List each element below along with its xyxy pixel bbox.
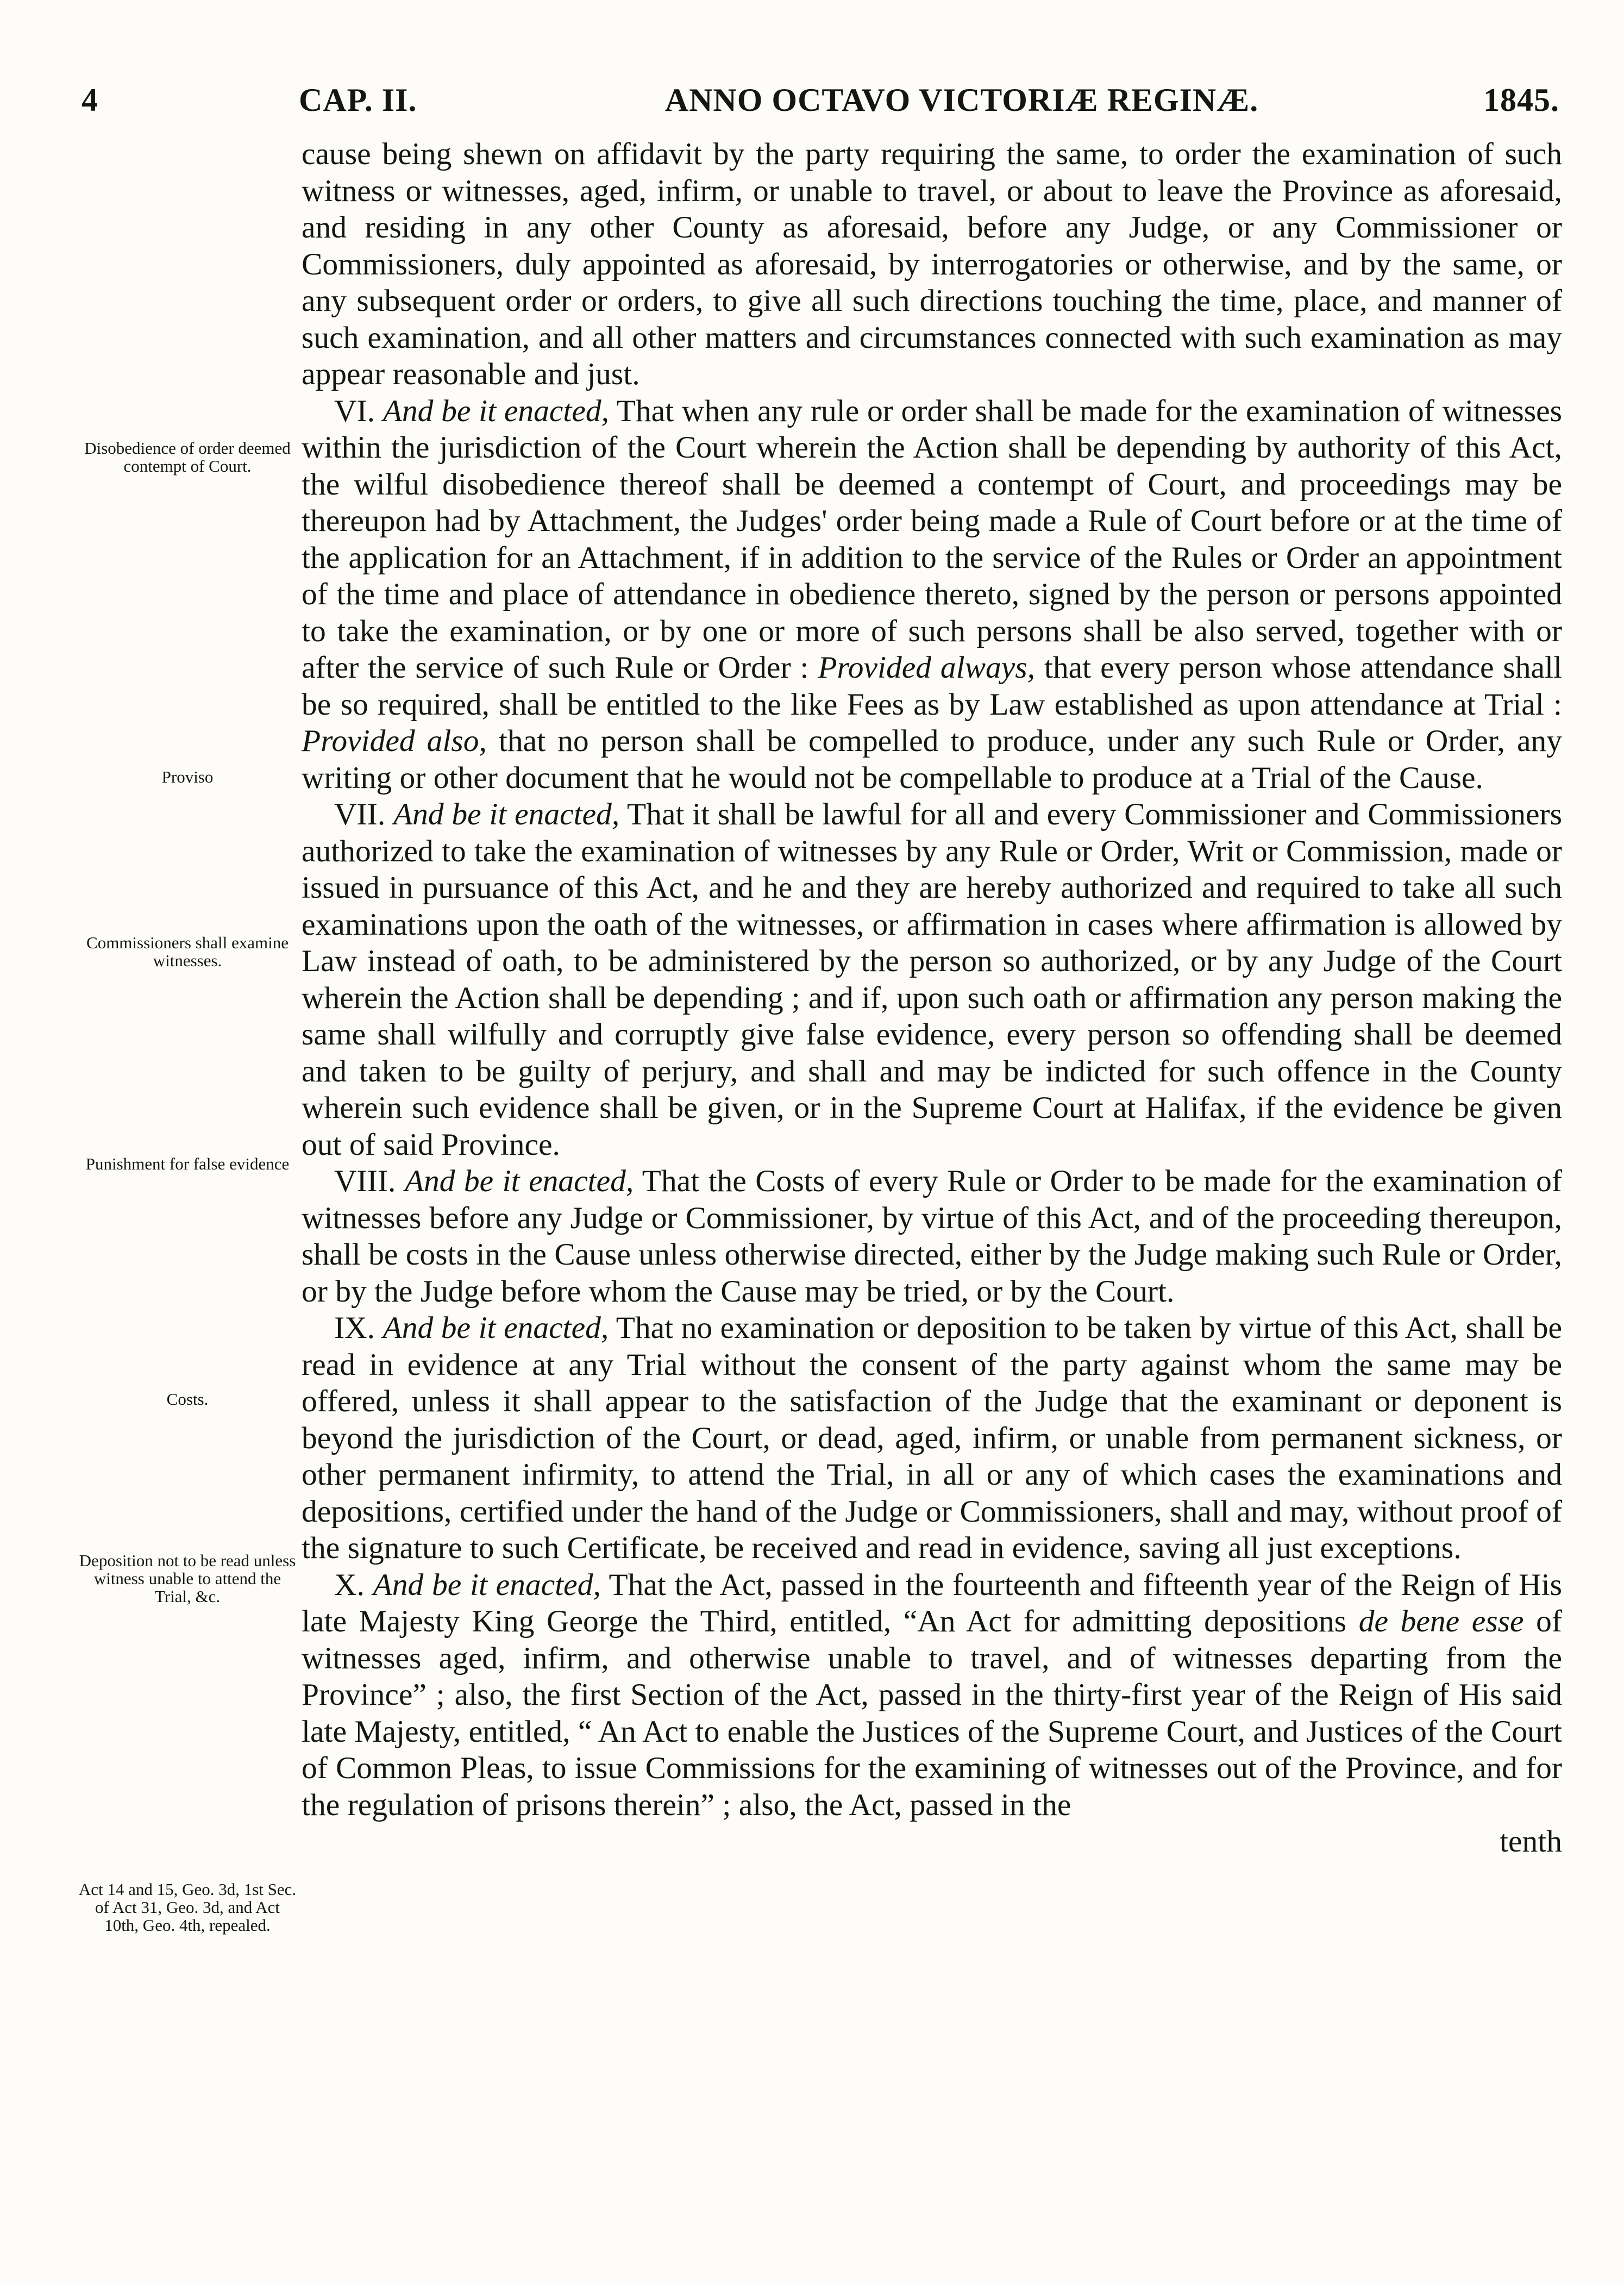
section-text: That the Costs of every Rule or Order to be made for the examination of witnesses before any Judge or Commissioner, by virtue of this Act, and of the proceeding thereupon, shall be costs in the Cause unless otherwise directed, either by the Judge making such Rule or Order, or by the Judge before whom the Cause may be tried, or by the Court. <box>302 1164 1563 1309</box>
section-6 <box>302 393 1562 797</box>
header-year: 1845. <box>1483 82 1559 118</box>
continued-paragraph: cause being shewn on affidavit by the party requiring the same, to order the examination of such witness or witnesses, aged, infirm, or unable to travel, or about to leave the Province as aforesaid, and residing in any other County as aforesaid, before any Judge, or any Commissioner or Commissioners, duly appointed as aforesaid, by interrogatories or otherwise, and by the same, or any subsequent order or orders, to give all such directions touching the time, place, and manner of such examination, and all other matters and circumstances connected with such examination as may appear reasonable and just. <box>302 137 1562 391</box>
section-number: VII. <box>334 797 386 831</box>
proviso-clause: Provided also, <box>302 724 487 758</box>
chapter-label: CAP. II. <box>299 82 417 118</box>
enacting-clause: And be it enacted, <box>383 1311 609 1345</box>
statute-text <box>302 136 1562 1860</box>
section-number: IX. <box>334 1311 375 1345</box>
enacting-clause: And be it enacted, <box>373 1567 601 1602</box>
section-text: that every person whose attendance shall be so required, shall be entitled to the like Fees as by Law established as upon attendance at Trial : <box>302 651 1563 722</box>
section-7 <box>302 796 1562 1163</box>
section-text: That when any rule or order shall be made for the examination of witnesses within the jurisdiction of the Court wherein the Action shall be depending by authority of this Act, the wilful disobedience thereof shall be deemed a contempt of Court, and proceedings may be thereupon had by Attachment, the Judges' order being made a Rule of Court before or at the time of the application for an Attachment, if in addition to the service of the Rules or Order an appointment of the time and place of attendance in obedience thereto, signed by the person or persons appointed to take the examination, or by one or more of such persons shall be also served, together with or after the service of such Rule or Order : <box>302 393 1562 685</box>
enacting-clause: And be it enacted, <box>383 393 610 428</box>
page-number: 4 <box>81 82 98 118</box>
marginal-note-disobedience: Disobedience of order deemed contempt of Court. <box>84 439 291 476</box>
marginal-note-costs: Costs. <box>166 1390 209 1409</box>
catchword: tenth <box>1500 1824 1562 1859</box>
marginal-note-punishment: Punishment for false evidence <box>85 1154 290 1173</box>
marginal-note-commissioners: Commissioners shall examine witnesses. <box>86 933 289 970</box>
section-9 <box>302 1310 1562 1567</box>
section-text: of witnesses aged, infirm, and otherwise unable to travel, and of witnesses departing from the Province” ; also, the first Section of the Act, passed in the thirty-first year of the Reign of His said late Majesty, entitled, “ An Act to enable the Justices of the Supreme Court, and Justices of the Court of Common Pleas, to issue Commissions for the examining of witnesses out of the Province, and for the regulation of prisons therein” ; also, the Act, passed in the <box>302 1604 1562 1822</box>
section-text: That the Act, passed in the fourteenth and fifteenth year of the Reign of His late Majesty King George the Third, entitled, “An Act for admitting depositions <box>302 1567 1563 1638</box>
section-number: VIII. <box>334 1164 396 1198</box>
section-number: VI. <box>334 393 375 428</box>
section-8 <box>302 1163 1562 1310</box>
marginal-note-proviso: Proviso <box>161 767 214 786</box>
section-text: That no examination or deposition to be taken by virtue of this Act, shall be read in evidence at any Trial without the consent of the party against whom the same may be offered, unless it shall appear to the satisfaction of the Judge that the examinant or deponent is beyond the jurisdiction of the Court, or dead, aged, infirm, or unable from permanent sickness, or other permanent infirmity, to attend the Trial, in all or any of which cases the examinations and depositions, certified under the hand of the Judge or Commissioners, shall and may, without proof of the signature to such Certificate, be received and read in evidence, saving all just exceptions. <box>302 1311 1563 1565</box>
section-number: X. <box>334 1567 365 1602</box>
proviso-clause: Provided always, <box>818 651 1036 685</box>
marginal-note-deposition: Deposition not to be read unless witness unable to attend the Trial, &c. <box>79 1551 296 1606</box>
marginal-note-act-repealed: Act 14 and 15, Geo. 3d, 1st Sec. of Act 31, Geo. 3d, and Act 10th, Geo. 4th, repealed. <box>78 1880 297 1935</box>
section-10 <box>302 1567 1562 1824</box>
running-title: ANNO OCTAVO VICTORIÆ REGINÆ. <box>664 82 1259 118</box>
section-text: That it shall be lawful for all and every Commissioner and Commissioners authorized to take the examination of witnesses by any Rule or Order, Writ or Commission, made or issued in pursuance of this Act, and he and they are hereby authorized and required to take all such examinations upon the oath of the witnesses, or affirmation in cases where affirmation is allowed by Law instead of oath, to be administered by the person so authorized, or by any Judge of the Court wherein the Action shall be depending ; and if, upon such oath or affirmation any person making the same shall wilfully and corruptly give false evidence, every person so offending shall be deemed and taken to be guilty of perjury, and shall and may be indicted for such offence in the County wherein such evidence shall be given, or in the Supreme Court at Halifax, if the evidence be given out of said Province. <box>302 797 1562 1162</box>
section-text: that no person shall be compelled to produce, under any such Rule or Order, any writing or other document that he would not be compellable to produce at a Trial of the Cause. <box>302 724 1562 795</box>
enacting-clause: And be it enacted, <box>404 1164 634 1198</box>
enacting-clause: And be it enacted, <box>393 797 620 831</box>
latin-phrase: de bene esse <box>1358 1604 1524 1638</box>
running-header <box>81 82 1559 125</box>
